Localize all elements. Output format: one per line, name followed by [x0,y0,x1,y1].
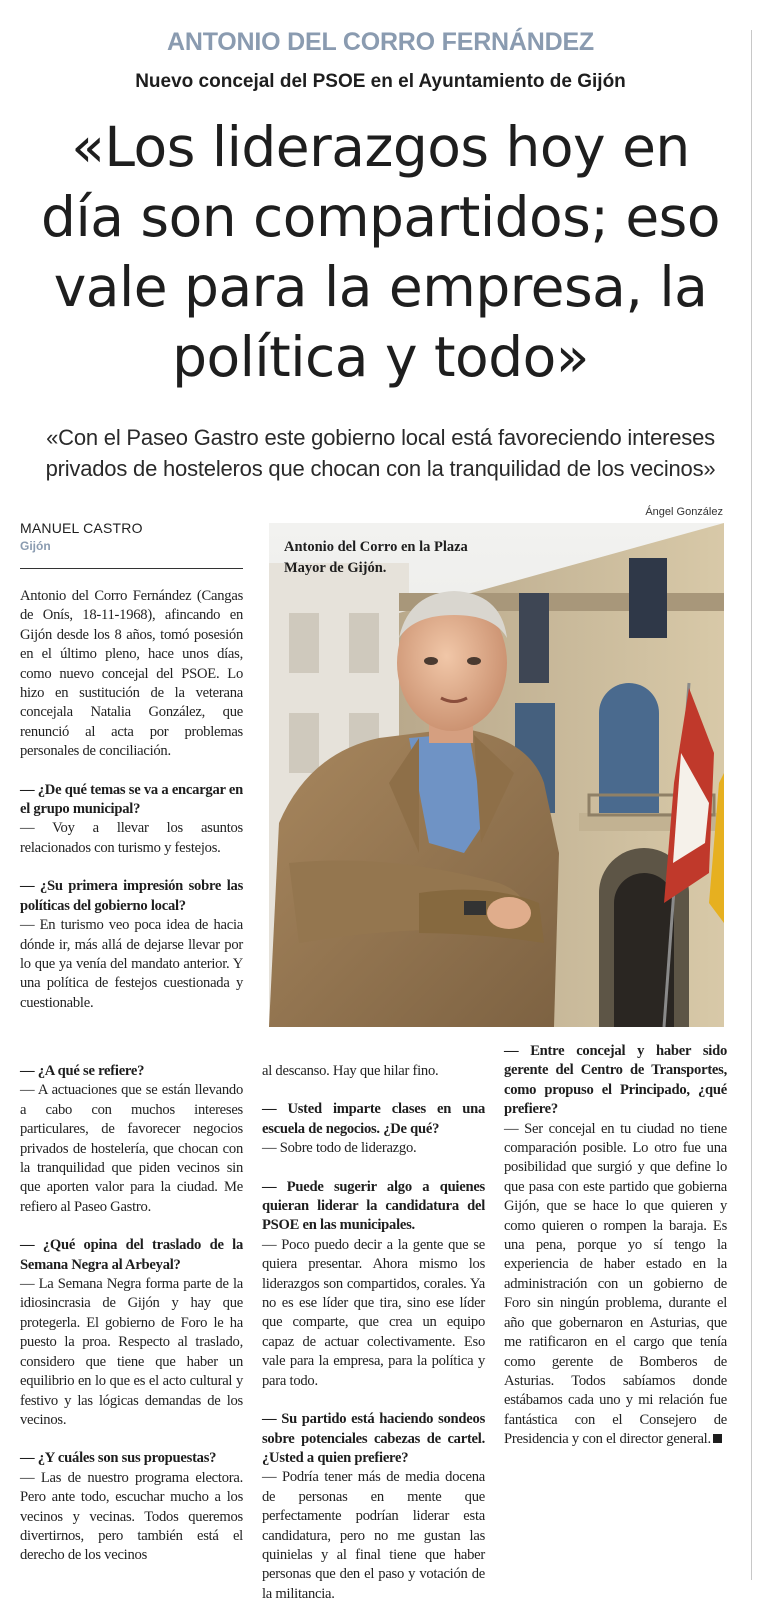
qa-block [262,1178,485,1391]
qa-block [20,877,243,1013]
qa-block [20,781,243,859]
column-rule [751,30,752,1580]
kicker-name: ANTONIO DEL CORRO FERNÁNDEZ [166,28,595,56]
question: — Su partido está haciendo sondeos sobre potenciales cabezas de cartel. ¿Usted a quien prefiere? [262,1411,485,1466]
answer: — Las de nuestro programa electora. Pero ante todo, escuchar mucho a los vecinos y vecinas. Todos queremos divertirnos, pero también está el derecho de los vecinos [20,1469,243,1564]
answer-continued: al descanso. Hay que hilar fino. [262,1063,439,1079]
subhead-line: privados de hosteleros que chocan con la tranquilidad de los vecinos» [45,456,716,481]
headline-line: vale para la empresa, la [53,255,708,319]
headline [20,112,741,392]
answer: — A actuaciones que se están llevando a cabo con muchos intereses particulares, de favorecer negocios privados de hostelería, que chocan con la tranquilidad que piden vecinos sin que aporten valor para la ciudad. Me refiero al Paseo Gastro. [20,1082,243,1215]
article-column-2 [262,1062,485,1600]
headline-line: política y todo» [172,325,589,389]
intro-paragraph: Antonio del Corro Fernández (Cangas de Onís, 18-11-1968), afincando en Gijón desde los 8 años, tomó posesión en el último pleno, hace unos días, como nuevo concejal del PSOE. Lo hizo en sustitución de la veterana concejala Natalia González, que renunció al acta por problemas personales de conciliación. [20,588,243,760]
answer: — Poco puedo decir a la gente que se quiera presentar. Ahora mismo los liderazgos son compartidos, corales. Ya no es ese líder que tira, sino ese líder que comparte, que crea un equipo capaz de actuar colectivamente. Eso vale para la empresa, para la política y para todo. [262,1236,485,1389]
answer: — En turismo veo poca idea de hacia dónde ir, más allá de dejarse llevar por lo que ya venía del mandato anterior. Y una política de festejos cuestionada y cuestionable. [20,917,243,1011]
photo-credit: Ángel González [645,506,723,518]
qa-block [20,1449,243,1565]
photo-caption: Antonio del Corro en la Plaza Mayor de Gijón. [284,539,468,576]
article-photo [269,523,724,1027]
author-city: Gijón [20,539,51,553]
qa-block [20,1236,243,1430]
answer: — Voy a llevar los asuntos relacionados con turismo y festejos. [20,820,243,856]
qa-block [262,1410,485,1600]
article-column-1-lower [20,1062,243,1585]
subkicker: Nuevo concejal del PSOE en el Ayuntamiento de Gijón [135,71,626,92]
question: — ¿Y cuáles son sus propuestas? [20,1450,217,1467]
article-column-3 [504,1042,727,1469]
subheadline [10,422,751,484]
byline-divider [20,568,243,569]
answer: — Podría tener más de media docena de personas en mente que perfectamente podrían liderar esta candidatura, pero no me gustan las quinielas y al final tiene que haber personas que den el paso y votación de la militancia. [262,1469,485,1600]
article-column-1 [20,587,243,1032]
question: — Usted imparte clases en una escuela de negocios. ¿De qué? [262,1101,485,1137]
byline [20,520,243,553]
answer: — Sobre todo de liderazgo. [262,1140,417,1157]
end-of-article-mark [713,1434,722,1443]
qa-block [20,1062,243,1217]
qa-block [262,1100,485,1158]
qa-block [504,1042,727,1450]
question: — ¿Su primera impresión sobre las políticas del gobierno local? [20,878,243,914]
headline-line: día son compartidos; eso [41,185,720,249]
photo-illustration [269,523,724,1027]
answer: — Ser concejal en tu ciudad no tiene comparación posible. Lo otro fue una posibilidad que surgió y que define lo que pasa con este partido que gobierna Gijón, que se hace lo que quieren y como quieren o rompen la baraja. Es una pena, porque yo sí tengo la experiencia de haber estado en la administración con un gobierno de Foro sin ningún problema, durante el año que gobernaron en Asturias, que me ratificaron en el cargo que tenía como gerente de Bomberos de Asturias. Todos sabíamos donde estábamos cada uno y mi relación fue fantástica con el Consejero de Presidencia y con el director general. [504,1120,727,1448]
answer: — La Semana Negra forma parte de la idiosincrasia de Gijón y hay que protegerla. El gobierno de Foro le ha puesto la proa. Respecto al traslado, considero que tiene que haber un equilibrio en lo que es el acto cultural y festivo y las lógicas demandas de los vecinos. [20,1276,243,1428]
author-name: MANUEL CASTRO [20,520,143,536]
question: — Puede sugerir algo a quienes quieran liderar la candidatura del PSOE en las municipales. [262,1178,485,1234]
question: — ¿A qué se refiere? [20,1063,145,1079]
subhead-line: «Con el Paseo Gastro este gobierno local está favoreciendo intereses [46,425,715,450]
question: — ¿Qué opina del traslado de la Semana Negra al Arbeyal? [20,1237,243,1273]
question: — Entre concejal y haber sido gerente del Centro de Transportes, como propuso el Principado, ¿qué prefiere? [504,1043,727,1118]
headline-line: «Los liderazgos hoy en [71,115,690,179]
question: — ¿De qué temas se va a encargar en el grupo municipal? [20,781,243,818]
